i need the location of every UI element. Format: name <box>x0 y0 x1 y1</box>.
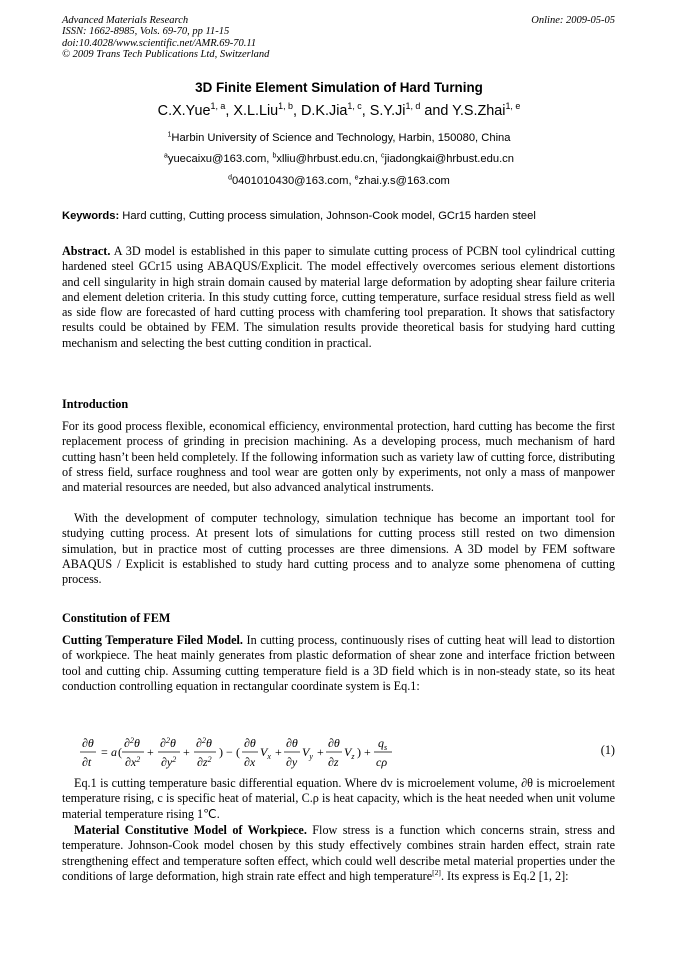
copyright-line: © 2009 Trans Tech Publications Ltd, Switzerland <box>62 49 270 61</box>
fem-paragraph-3 <box>62 823 615 884</box>
author-name: D.K.Jia <box>301 103 348 119</box>
section-heading-fem: Constitution of FEM <box>62 611 171 625</box>
subsection-label: Material Constitutive Model of Workpiece. <box>74 823 307 837</box>
svg-text:+: + <box>364 745 371 759</box>
emails-line-1 <box>0 153 678 165</box>
subsection-label: Cutting Temperature Filed Model. <box>62 633 243 647</box>
svg-text:=: = <box>101 745 108 759</box>
svg-text:∂θ: ∂θ <box>82 736 94 750</box>
email-sup: d <box>228 174 232 182</box>
fem-paragraph-2: Eq.1 is cutting temperature basic differential equation. Where dv is microelement volume, ∂θ is microelement temperature rising, c is specific heat of material, C.ρ is heat capacity, which is the heat needed when unit volume material temperature rising 1℃. <box>62 776 615 821</box>
paper-title: 3D Finite Element Simulation of Hard Turning <box>195 80 483 95</box>
svg-text:Vx: $V_x$ <box>260 745 271 761</box>
email-e: zhai.y.s@163.com <box>358 175 450 187</box>
author-sep: , <box>361 103 370 119</box>
email-a: yuecaixu@163.com, <box>167 153 273 165</box>
fem-paragraph-3-text: Flow stress is a function which concerns strain, stress and temperature. Johnson-Cook model chosen by this study effectively combines strain harden effect, strain rate strengthening effect and temperature soften effect, which could well describe metal material properties under the conditions of large deformation, high strain rate effect and high temperature <box>62 823 615 883</box>
journal-header <box>62 15 615 61</box>
svg-text:(: ( <box>236 745 240 759</box>
journal-name: Advanced Materials Research <box>62 15 189 26</box>
svg-text:+: + <box>183 745 190 759</box>
svg-text:∂2θ: ∂$^2$θ <box>196 736 212 750</box>
svg-text:Vz: $V_z$ <box>344 745 355 761</box>
author-name: C.X.Yue <box>157 103 211 119</box>
svg-text:∂θ: ∂θ <box>328 736 340 750</box>
author-sup: 1, e <box>505 101 521 112</box>
author-sup: 1, c <box>347 101 362 112</box>
abstract <box>62 244 615 351</box>
affiliation <box>0 132 678 144</box>
svg-text:∂t: ∂t <box>82 755 92 769</box>
svg-text:+: + <box>147 745 154 759</box>
author-name: X.L.Liu <box>233 103 279 119</box>
email-b: xlliu@hrbust.edu.cn, <box>276 153 381 165</box>
doi-line: doi:10.4028/www.scientific.net/AMR.69-70.11 <box>62 37 257 49</box>
equation-number: (1) <box>600 743 615 757</box>
keywords-label: Keywords: <box>62 210 120 222</box>
citation-ref: [2] <box>432 867 441 877</box>
svg-text:−: − <box>226 745 233 759</box>
svg-text:∂y2: $\partial y^2$ <box>161 755 177 769</box>
email-sup: c <box>381 152 385 160</box>
svg-text:qs: $q_s$ <box>378 736 388 752</box>
author-sep: , <box>225 103 234 119</box>
svg-text:∂θ: ∂θ <box>244 736 256 750</box>
author-list <box>0 103 678 119</box>
author-sep: , <box>293 103 302 119</box>
email-sup: e <box>354 174 359 182</box>
svg-text:): ) <box>357 745 361 759</box>
section-heading-introduction: Introduction <box>62 397 129 411</box>
svg-text:∂z2: $\partial z^2$ <box>197 755 212 769</box>
email-c: jiadongkai@hrbust.edu.cn <box>384 153 514 165</box>
email-sup: a <box>164 152 168 160</box>
svg-text:): ) <box>219 745 223 759</box>
author-name: Y.S.Zhai <box>452 103 506 119</box>
intro-paragraph-2: With the development of computer technology, simulation technique has become an important tool for studying cutting process. At present lots of simulations for cutting process still rested on two dimension simulation, but in practice most of cutting processes are three dimensions. A 3D model by FEM software ABAQUS / Explicit is established to study hard cutting process and to analyze some phenomena of cutting process. <box>62 511 615 587</box>
author-sup: 1, b <box>278 101 294 112</box>
svg-text:Vy: $V_y$ <box>302 745 313 761</box>
svg-text:+: + <box>317 745 324 759</box>
intro-paragraph-1: For its good process flexible, economical efficiency, environmental protection, hard cutting has become the first replacement process of grinding in precision machining. As a developing process, much mechanism of hard cutting hasn’t been held completely. If the following information such as variety law of cutting force, distributing of stress field, surface roughness and tool wear are gotten only by experiments, not only a mass of manpower and material resources are needed, but also advanced analytical instruments. <box>62 419 615 495</box>
author-name: S.Y.Ji <box>369 103 406 119</box>
equation-1-formula <box>80 733 410 773</box>
email-sup: b <box>272 152 277 160</box>
abstract-label: Abstract. <box>62 244 111 258</box>
svg-text:a: a <box>111 745 117 759</box>
svg-text:∂2θ: ∂$^2$θ <box>160 736 176 750</box>
fem-paragraph-1-text: In cutting process, continuously rises of cutting heat will lead to distortion of workpiece. The heat mainly generates from plastic deformation of shear zone and interface friction between tool and cutting chip. Assuming cutting temperature field is a 3D field which is in non-steady state, so its heat conduction controlling equation in rectangular coordinate system is Eq.1: <box>62 633 615 693</box>
fem-paragraph-3-end: . Its express is Eq.2 [1, 2]: <box>440 868 569 883</box>
svg-text:∂x: ∂x <box>244 755 256 769</box>
online-date: Online: 2009-05-05 <box>531 15 615 26</box>
svg-text:∂x2: $\partial x^2$ <box>125 755 141 769</box>
email-d: 0401010430@163.com, <box>231 175 355 187</box>
equation-1 <box>80 733 615 773</box>
svg-text:∂θ: ∂θ <box>286 736 298 750</box>
keywords <box>62 210 622 222</box>
author-sup: 1, a <box>210 101 226 112</box>
emails-line-2 <box>0 175 678 187</box>
fem-paragraph-1 <box>62 633 615 694</box>
abstract-text: A 3D model is established in this paper to simulate cutting process of PCBN tool cylindrical cutting hardened steel GCr15 using ABAQUS/Explicit. The model effectively overcomes serious element distortions and cell singularity in high strain domain caused by material large deformation by adopting shear failure criteria and element deletion criteria. In this study cutting force, cutting temperature, surface residual stress field as well as side flow are forecasted of hard cutting process with chamfering tool preparation. It shows that satisfactory results could be obtained by FEM. The simulation results provide theoretical basis for studying hard cutting mechanism and selecting the best cutting condition in practical. <box>62 244 615 350</box>
keywords-text: Hard cutting, Cutting process simulation, Johnson-Cook model, GCr15 harden steel <box>119 210 536 222</box>
svg-text:∂2θ: ∂$^2$θ <box>124 736 140 750</box>
svg-text:(: ( <box>118 745 122 759</box>
affiliation-text: Harbin University of Science and Technology, Harbin, 150080, China <box>171 132 511 144</box>
svg-text:+: + <box>275 745 282 759</box>
author-sep: and <box>420 103 453 119</box>
svg-text:∂z: ∂z <box>328 755 339 769</box>
author-sup: 1, d <box>405 101 421 112</box>
svg-text:∂y: ∂y <box>286 755 298 769</box>
affiliation-sup: 1 <box>167 131 172 139</box>
issn-line: ISSN: 1662-8985, Vols. 69-70, pp 11-15 <box>62 26 230 38</box>
svg-text:cρ: cρ <box>376 755 388 769</box>
